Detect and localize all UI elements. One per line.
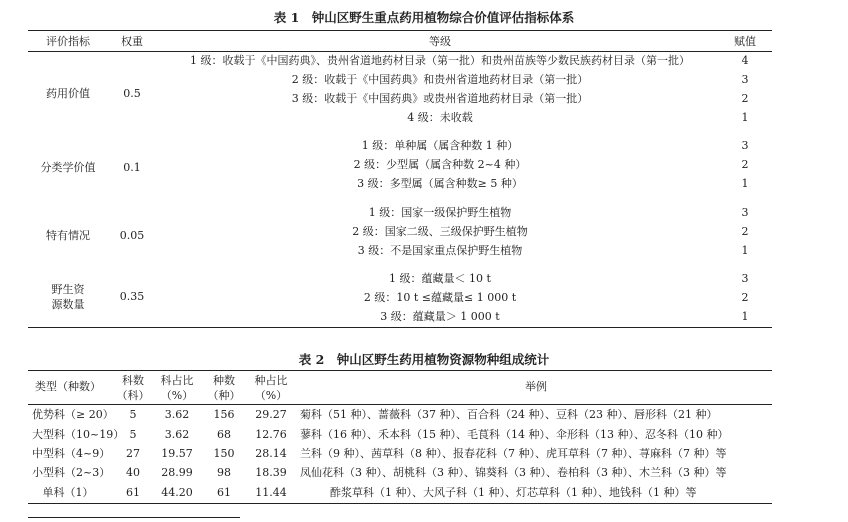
table1-level-value: 3 xyxy=(741,272,749,285)
table1-level-text: 2 级：10 t ≤蕴藏量≤ 1 000 t xyxy=(363,291,517,304)
table1-indicator-resource xyxy=(28,282,108,312)
table2-bottom-rule xyxy=(28,503,772,504)
table1-level-value: 3 xyxy=(741,206,749,219)
table2-header-species-count xyxy=(206,373,242,403)
row-family-count: 40 xyxy=(126,466,140,479)
row-family-pct: 3.62 xyxy=(164,428,190,441)
row-examples: 凤仙花科（3 种）、胡桃科（3 种）、锦葵科（3 种）、卷柏科（3 种）、木兰科（3 种）等 xyxy=(300,466,727,479)
row-family-pct: 44.20 xyxy=(161,486,193,499)
row-family-count: 61 xyxy=(126,486,140,499)
row-species-count: 61 xyxy=(217,486,231,499)
table1-caption: 表 1 钟山区野生重点药用植物综合价值评估指标体系 xyxy=(273,10,575,25)
row-species-count: 156 xyxy=(213,408,235,421)
table1-level-value: 2 xyxy=(741,158,749,171)
table1-level-value: 1 xyxy=(741,111,749,124)
table2-caption: 表 2 钟山区野生药用植物资源物种组成统计 xyxy=(298,352,550,367)
header-line: 科数 xyxy=(122,374,144,387)
table2-header-rule xyxy=(28,404,772,405)
table1-header-indicator: 评价指标 xyxy=(46,35,90,48)
row-type: 单科（1） xyxy=(42,486,94,499)
table2-header-family-pct xyxy=(154,373,200,403)
table1-level-value: 3 xyxy=(741,73,749,86)
table1-header-rule xyxy=(28,51,772,52)
table1-indicator-medicinal: 药用价值 xyxy=(46,87,90,100)
table1-indicator-taxonomic: 分类学价值 xyxy=(40,161,96,174)
row-family-pct: 28.99 xyxy=(161,466,193,479)
table2-header-examples: 举例 xyxy=(525,380,547,393)
row-type: 大型科（10~19） xyxy=(32,428,125,441)
header-line: 科占比 xyxy=(160,374,194,387)
table1-weight-taxonomic: 0.1 xyxy=(123,161,141,174)
table1-level-text: 1 级：国家一级保护野生植物 xyxy=(368,206,512,219)
table1-header-level: 等级 xyxy=(429,35,451,48)
row-species-pct: 18.39 xyxy=(255,466,287,479)
row-species-count: 150 xyxy=(213,447,235,460)
row-family-pct: 19.57 xyxy=(161,447,193,460)
table2-header-family-count xyxy=(116,373,150,403)
table1-level-text: 1 级：单种属（属含种数 1 种） xyxy=(361,139,519,152)
row-species-count: 68 xyxy=(217,428,231,441)
table1-level-text: 3 级：收载于《中国药典》或贵州省道地药材目录（第一批） xyxy=(291,92,589,105)
table1-level-text: 1 级：收载于《中国药典》、贵州省道地药材目录（第一批）和贵州苗族等少数民族药材目录（第一批） xyxy=(190,54,690,67)
table1-level-value: 1 xyxy=(741,310,749,323)
table1-weight-resource: 0.35 xyxy=(119,290,145,303)
table1-level-value: 1 xyxy=(741,244,749,257)
table1-level-text: 3 级：蕴藏量＞ 1 000 t xyxy=(380,310,500,323)
header-line: 种数 xyxy=(213,374,235,387)
table1-level-value: 1 xyxy=(741,177,749,190)
table1-top-rule xyxy=(28,30,772,31)
table1-level-text: 3 级：多型属（属含种数≥ 5 种） xyxy=(357,177,523,190)
table1-indicator-line: 野生资 xyxy=(51,283,85,296)
footnote-separator xyxy=(28,517,240,518)
row-species-count: 98 xyxy=(217,466,231,479)
table1-level-text: 4 级：未收载 xyxy=(407,111,473,124)
table1-level-text: 2 级：收载于《中国药典》和贵州省道地药材目录（第一批） xyxy=(291,73,589,86)
row-species-pct: 12.76 xyxy=(255,428,287,441)
row-examples: 兰科（9 种）、茜草科（8 种）、报春花科（7 种）、虎耳草科（7 种）、荨麻科（7 种）等 xyxy=(300,447,727,460)
row-species-pct: 28.14 xyxy=(255,447,287,460)
table1-level-value: 2 xyxy=(741,225,749,238)
table2-header-type: 类型（种数） xyxy=(35,380,101,393)
table1-indicator-line: 源数量 xyxy=(51,298,85,311)
header-line: 种占比 xyxy=(254,374,288,387)
table1-level-text: 1 级：蕴藏量＜ 10 t xyxy=(389,272,491,285)
row-family-count: 5 xyxy=(129,428,137,441)
table1-header-weight: 权重 xyxy=(121,35,143,48)
row-type: 优势科（≥ 20） xyxy=(32,408,114,421)
table1-level-text: 3 级：不是国家重点保护野生植物 xyxy=(357,244,523,257)
table1-level-value: 3 xyxy=(741,139,749,152)
row-examples: 菊科（51 种）、蔷薇科（37 种）、百合科（24 种）、豆科（23 种）、唇形科（21 种） xyxy=(300,408,718,421)
row-type: 小型科（2~3） xyxy=(32,466,111,479)
header-line: （%） xyxy=(254,389,288,402)
table2-header-species-pct xyxy=(246,373,296,403)
table1-header-value: 赋值 xyxy=(734,35,756,48)
header-line: （%） xyxy=(160,389,194,402)
table1-weight-endemic: 0.05 xyxy=(119,229,145,242)
table1-bottom-rule xyxy=(28,327,772,328)
row-family-count: 27 xyxy=(126,447,140,460)
table1-level-value: 2 xyxy=(741,92,749,105)
table2-top-rule xyxy=(28,370,772,371)
header-line: （科） xyxy=(116,389,150,402)
row-species-pct: 29.27 xyxy=(255,408,287,421)
table1-level-value: 4 xyxy=(741,54,749,67)
row-family-pct: 3.62 xyxy=(164,408,190,421)
table1-weight-medicinal: 0.5 xyxy=(123,87,141,100)
table1-level-value: 2 xyxy=(741,291,749,304)
table1-indicator-endemic: 特有情况 xyxy=(46,229,90,242)
row-species-pct: 11.44 xyxy=(255,486,287,499)
table1-level-text: 2 级：少型属（属含种数 2~4 种） xyxy=(353,158,527,171)
row-family-count: 5 xyxy=(129,408,137,421)
row-type: 中型科（4~9） xyxy=(32,447,111,460)
table1-level-text: 2 级：国家二级、三级保护野生植物 xyxy=(352,225,528,238)
row-examples: 酢浆草科（1 种）、大风子科（1 种）、灯芯草科（1 种）、地钱科（1 种）等 xyxy=(330,486,697,499)
row-examples: 蓼科（16 种）、禾本科（15 种）、毛茛科（14 种）、伞形科（13 种）、忍冬科（10 种） xyxy=(300,428,729,441)
header-line: （种） xyxy=(207,389,241,402)
